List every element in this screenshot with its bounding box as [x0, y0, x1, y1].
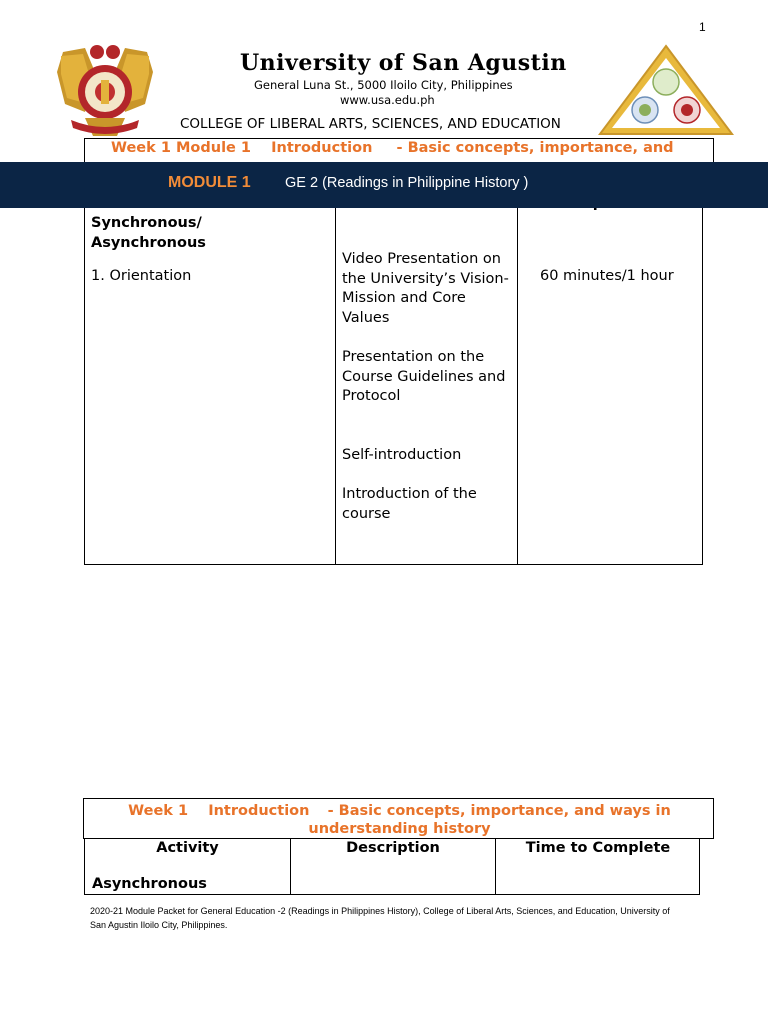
mode-label: Synchronous/ Asynchronous	[91, 215, 206, 251]
university-name: University of San Agustin	[240, 50, 567, 76]
table2-intro: Introduction	[208, 803, 310, 819]
module-label: MODULE 1	[168, 174, 251, 191]
table1-topic: - Basic concepts, importance, and	[396, 140, 674, 156]
desc-video-presentation: Video Presentation on the University’s Vision-Mission and Core Values	[342, 251, 509, 326]
desc-course-guidelines: Presentation on the Course Guidelines and Protocol	[342, 349, 506, 404]
page-number: 1	[699, 20, 706, 34]
activity-orientation: 1. Orientation	[91, 268, 192, 284]
college-name: COLLEGE OF LIBERAL ARTS, SCIENCES, AND EDUCATION	[180, 116, 561, 132]
table2-title-cell	[83, 798, 714, 839]
header-activity: Activity	[156, 840, 219, 856]
mode-asynchronous: Asynchronous	[92, 876, 207, 892]
footer-note: 2020-21 Module Packet for General Education -2 (Readings in Philippines History), College of Liberal Arts, Sciences, and Education, University of San Agustin Iloilo City, Philippines.	[90, 906, 670, 930]
university-address: General Luna St., 5000 Iloilo City, Philippines	[254, 78, 513, 92]
table2-header-row	[84, 838, 700, 895]
college-triangle-logo	[598, 44, 734, 136]
table2-week: Week 1	[128, 803, 189, 819]
desc-self-introduction: Self-introduction	[342, 447, 462, 463]
header-time-to-complete: Time to Complete	[525, 840, 671, 856]
table1-body	[84, 186, 703, 565]
column-divider	[517, 187, 518, 564]
desc-course-introduction: Introduction of the course	[342, 486, 477, 522]
time-to-complete-value: 60 minutes/1 hour	[540, 268, 674, 284]
module-banner	[0, 162, 768, 208]
column-divider	[335, 187, 336, 564]
header-description: Description	[346, 840, 440, 856]
table1-intro: Introduction	[271, 140, 373, 156]
table1-week: Week 1 Module 1	[111, 140, 252, 156]
table2-topic: - Basic concepts, importance, and ways in understanding history	[308, 803, 671, 837]
university-seal-logo	[55, 42, 155, 138]
course-title: GE 2 (Readings in Philippine History )	[285, 175, 529, 191]
university-website: www.usa.edu.ph	[340, 93, 435, 107]
